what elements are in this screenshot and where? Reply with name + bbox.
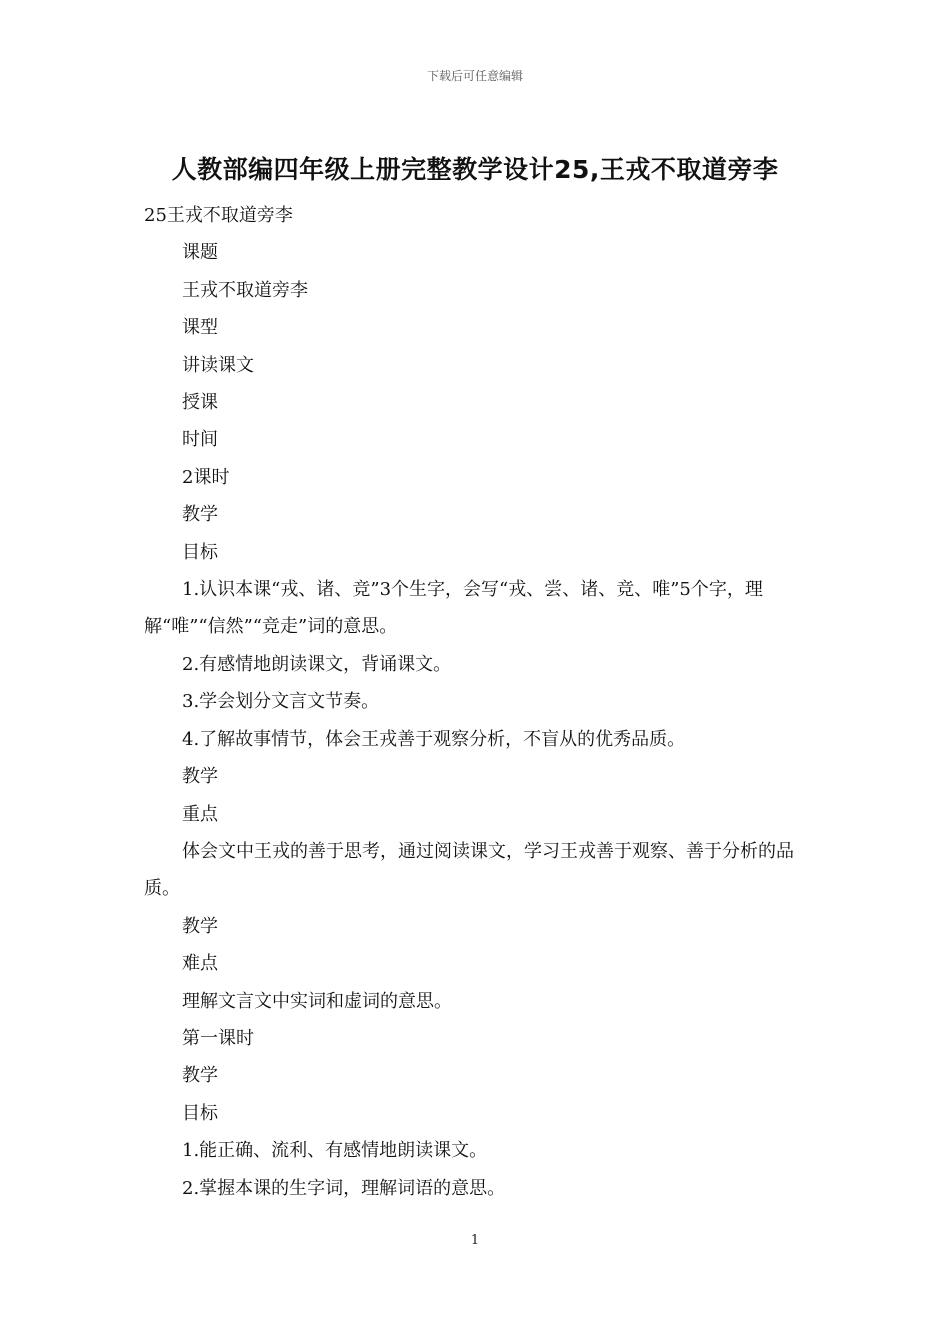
paragraph: 课型 (182, 317, 218, 339)
paragraph: 讲读课文 (182, 354, 254, 376)
paragraph: 课题 (182, 242, 218, 264)
paragraph: 授课 (182, 392, 218, 414)
paragraph: 理解文言文中实词和虚词的意思。 (182, 990, 452, 1012)
paragraph: 1.认识本课“戎、诸、竞”3个生字，会写“戎、尝、诸、竞、唯”5个字，理解“唯”“信然”“竞走”词的意思。 (144, 579, 763, 638)
paragraph: 目标 (182, 1102, 218, 1124)
paragraph: 体会文中王戎的善于思考，通过阅读课文，学习王戎善于观察、善于分析的品质。 (144, 840, 794, 900)
paragraph: 2.有感情地朗读课文，背诵课文。 (182, 653, 452, 675)
paragraph: 教学 (182, 766, 218, 788)
paragraph: 第一课时 (182, 1027, 254, 1049)
paragraph: 难点 (182, 953, 218, 975)
paragraph: 1.能正确、流利、有感情地朗读课文。 (182, 1140, 488, 1162)
paragraph: 教学 (182, 504, 218, 526)
document-body (144, 197, 816, 1207)
paragraph: 2.掌握本课的生字词，理解词语的意思。 (182, 1177, 506, 1199)
paragraph: 目标 (182, 541, 218, 563)
paragraph: 时间 (182, 429, 218, 451)
paragraph: 重点 (182, 803, 218, 825)
paragraph: 3.学会划分文言文节奏。 (182, 691, 380, 713)
paragraph: 4.了解故事情节，体会王戎善于观察分析，不盲从的优秀品质。 (182, 728, 686, 750)
paragraph: 王戎不取道旁李 (182, 279, 308, 301)
paragraph: 教学 (182, 915, 218, 937)
document-title: 人教部编四年级上册完整教学设计25,王戎不取道旁李 (171, 155, 779, 184)
paragraph: 25王戎不取道旁李 (144, 205, 293, 226)
paragraph: 教学 (182, 1065, 218, 1087)
page-number: 1 (470, 1233, 480, 1248)
paragraph: 2课时 (182, 466, 230, 488)
header-note: 下载后可任意编辑 (426, 69, 523, 83)
